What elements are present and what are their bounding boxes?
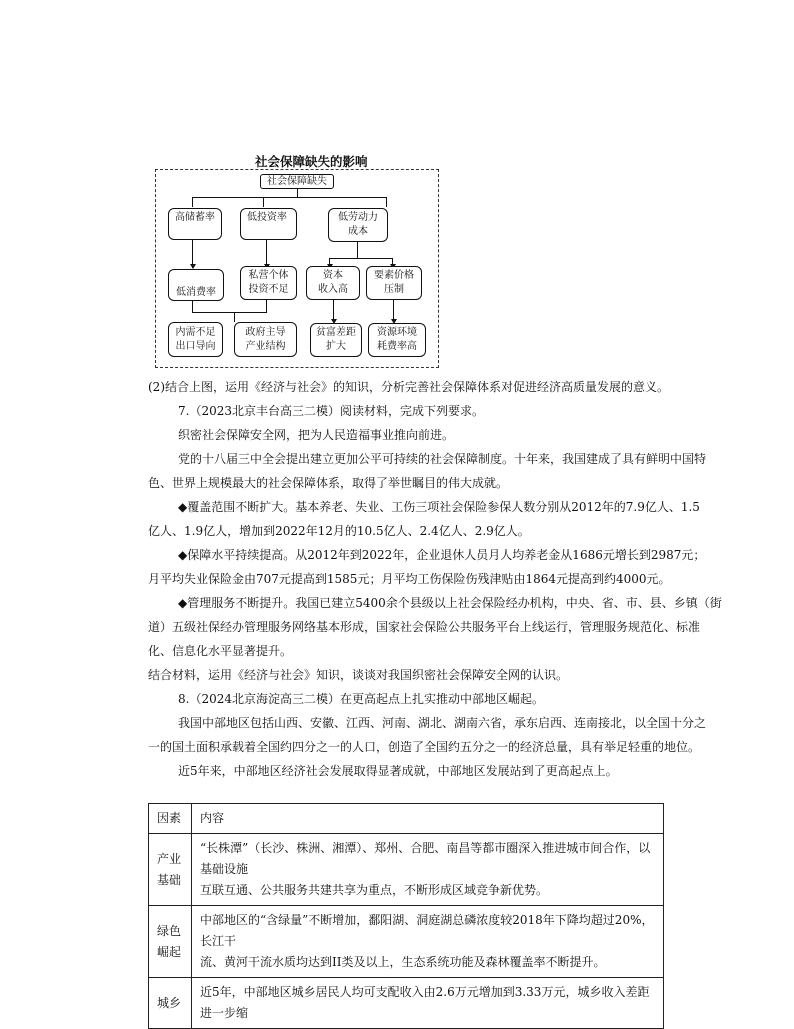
node-high-savings: 高储蓄率 — [168, 208, 222, 240]
node-capital-income — [306, 266, 360, 300]
question-2: (2)结合上图，运用《经济与社会》的知识，分析完善社会保障体系对促进经济高质量发展的意义。 — [148, 380, 670, 394]
table-row — [149, 834, 664, 906]
node-low-labor-cost — [328, 208, 388, 242]
node-domestic-demand — [168, 322, 223, 357]
node-resource-cost — [368, 323, 426, 357]
flowchart — [155, 169, 439, 368]
table-cell-content — [192, 978, 664, 1029]
node-root: 社会保障缺失 — [260, 174, 334, 189]
paragraph: 我国中部地区包括山西、安徽、江西、河南、湖北、湖南六省，承东启西、连南接北，以全国十分之 — [178, 716, 707, 730]
paragraph: 一的国土面积承载着全国约四分之一的人口，创造了全国约五分之一的经济总量，具有举足轻重的地位。 — [148, 740, 701, 754]
paragraph: 织密社会保障安全网，把为人民造福事业推向前进。 — [178, 428, 455, 442]
paragraph: ◆保障水平持续提高。从2012年到2022年，企业退休人员月人均养老金从1686元增长到2987元； — [178, 548, 706, 562]
table-cell-factor: 城乡 — [149, 978, 192, 1029]
question-7-prompt: 结合材料，运用《经济与社会》知识，谈谈对我国织密社会保障安全网的认识。 — [148, 668, 569, 682]
node-factor-price — [366, 266, 422, 300]
node-low-consumption: 低消费率 — [168, 269, 224, 301]
node-label: 成本 — [348, 226, 368, 237]
node-label: 压制 — [384, 284, 404, 295]
paragraph: 亿人、1.9亿人，增加到2022年12月的10.5亿人、2.4亿人、2.9亿人。 — [148, 524, 530, 538]
cell-line: 互联互通、公共服务共建共享为重点，不断形成区域竞争新优势。 — [200, 883, 549, 897]
cell-line: 近5年，中部地区城乡居民人均可支配收入由2.6万元增加到3.33万元，城乡收入差距进一步缩 — [200, 985, 650, 1020]
paragraph: 近5年来，中部地区经济社会发展取得显著成就，中部地区发展站到了更高起点上。 — [178, 764, 618, 778]
node-government-led — [234, 322, 297, 357]
factor-table — [148, 803, 664, 1029]
node-label: 资本 — [323, 270, 343, 281]
node-label: 私营个体 — [248, 270, 289, 281]
table-header-cell: 内容 — [192, 804, 664, 834]
node-label: 低劳动力 — [338, 212, 378, 223]
paragraph: 道）五级社保经办管理服务网络基本形成，国家社会保险公共服务平台上线运行，管理服务规范化、标准 — [148, 620, 701, 634]
table-cell-factor: 绿色崛起 — [149, 906, 192, 978]
node-low-investment: 低投资率 — [240, 208, 297, 240]
table-cell-factor: 产业基础 — [149, 834, 192, 906]
cell-line: 流、黄河干流水质均达到II类及以上，生态系统功能及森林覆盖率不断提升。 — [200, 955, 606, 969]
table-cell-content — [192, 906, 664, 978]
question-8-heading: 8.（2024北京海淀高三二模）在更高起点上扎实推动中部地区崛起。 — [178, 692, 544, 706]
node-label: 贫富差距 — [316, 327, 356, 338]
node-label: 产业结构 — [245, 341, 286, 352]
node-wealth-gap — [310, 323, 362, 357]
table-cell-content — [192, 834, 664, 906]
node-label: 扩大 — [326, 341, 346, 352]
node-private-investment — [240, 266, 297, 300]
table-row — [149, 906, 664, 978]
node-label: 资源环境 — [377, 327, 417, 338]
cell-line: 中部地区的“含绿量”不断增加，鄱阳湖、洞庭湖总磷浓度较2018年下降均超过20%，长江干 — [200, 913, 654, 948]
node-label: 投资不足 — [248, 284, 289, 295]
node-label: 要素价格 — [374, 270, 414, 281]
paragraph: 月平均失业保险金由707元提高到1585元；月平均工伤保险伤残津贴由1864元提高到约4000元。 — [148, 572, 671, 586]
table-row — [149, 978, 664, 1029]
figure-title: 社会保障缺失的影响 — [255, 154, 368, 169]
paragraph: ◆管理服务不断提升。我国已建立5400余个县级以上社会保险经办机构，中央、省、市、县、乡镇（街 — [178, 596, 722, 610]
paragraph: 党的十八届三中全会提出建立更加公平可持续的社会保障制度。十年来，我国建成了具有鲜明中国特 — [178, 452, 707, 466]
paragraph: 化、信息化水平显著提升。 — [148, 644, 293, 658]
cell-line: “长株潭”（长沙、株洲、湘潭）、郑州、合肥、南昌等都市圈深入推进城市间合作，以基础设施 — [200, 841, 651, 876]
node-label: 耗费率高 — [377, 341, 417, 352]
node-label: 内需不足 — [175, 327, 216, 338]
table-header-row — [149, 804, 664, 834]
table-header-cell: 因素 — [149, 804, 192, 834]
node-label: 出口导向 — [175, 341, 216, 352]
node-label: 政府主导 — [245, 327, 286, 338]
paragraph: 色、世界上规模最大的社会保障体系，取得了举世瞩目的伟大成就。 — [148, 476, 509, 490]
question-7-heading: 7.（2023北京丰台高三二模）阅读材料，完成下列要求。 — [178, 404, 484, 418]
node-label: 收入高 — [318, 284, 348, 295]
paragraph: ◆覆盖范围不断扩大。基本养老、失业、工伤三项社会保险参保人数分别从2012年的7.9亿人、1.5 — [178, 500, 700, 514]
